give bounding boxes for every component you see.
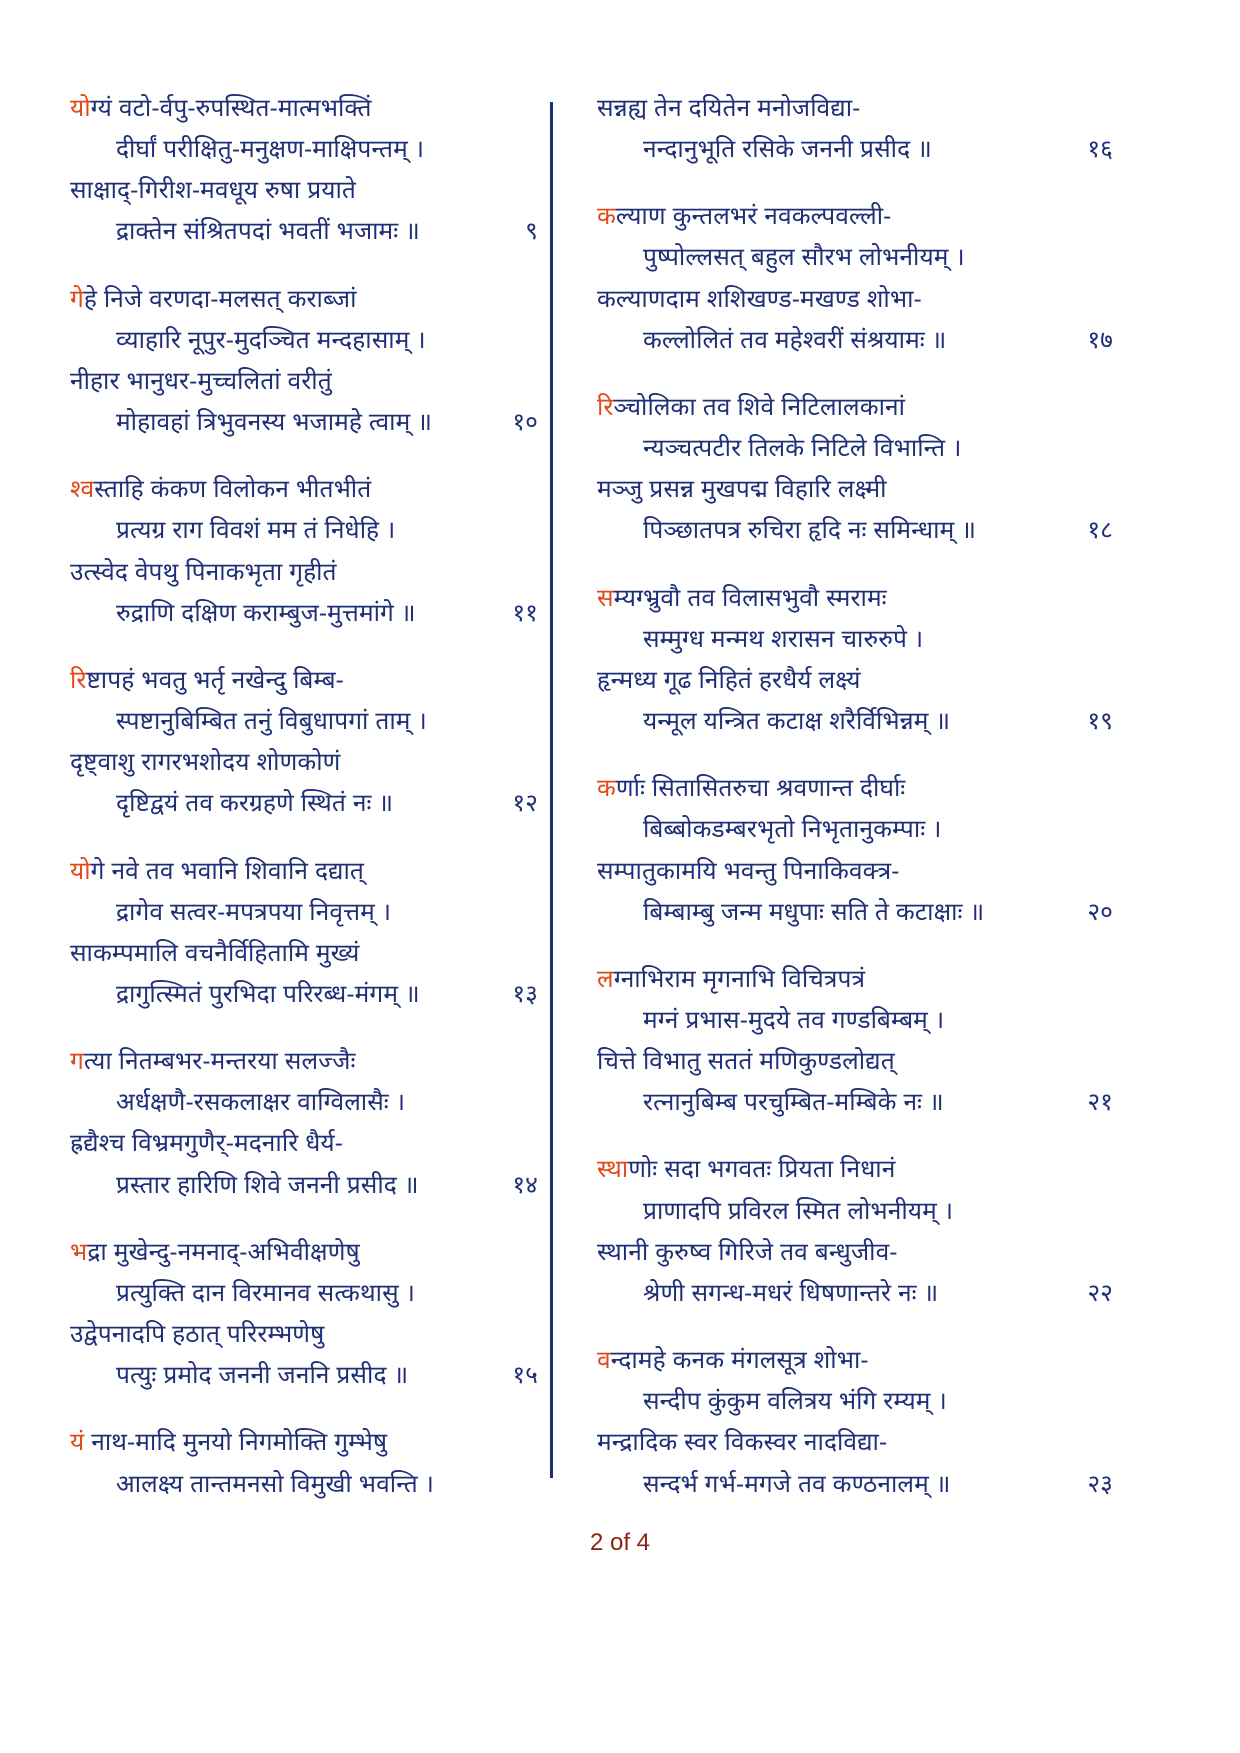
verse-line-text: दीर्घां परीक्षितु-मनुक्षण-माक्षिपन्तम् । — [116, 136, 425, 164]
verse-line — [70, 552, 542, 593]
verse-initial-syllable: क — [597, 775, 616, 803]
verse-block — [597, 1340, 1113, 1505]
verse-line — [70, 469, 542, 510]
verse-initial-syllable: श्व — [70, 476, 95, 504]
verse-line — [597, 1340, 1113, 1381]
verse-initial-syllable: यं — [70, 1429, 85, 1457]
verse-initial-syllable: क — [597, 203, 616, 231]
verse-block — [70, 660, 542, 825]
verse-line — [70, 1082, 542, 1123]
verse-line-text: साक्षाद्-गिरीश-मवधूय रुषा प्रयाते — [70, 177, 356, 205]
verse-line — [597, 1191, 1113, 1232]
verse-line — [597, 279, 1113, 320]
verse-line — [597, 809, 1113, 850]
verse-line-text: कल्लोलितं तव महेश्वरीं संश्रयामः ॥ — [643, 326, 947, 354]
verse-initial-syllable: ल — [597, 965, 614, 993]
verse-line — [70, 361, 542, 402]
verse-line-text: सन्दर्भ गर्भ-मगजे तव कण्ठनालम् ॥ — [643, 1470, 951, 1498]
verse-line — [597, 129, 1113, 170]
verse-line-text: उद्वेपनादपि हठात् परिरम्भणेषु — [70, 1321, 325, 1349]
verse-line-text: नन्दानुभूति रसिके जननी प्रसीद ॥ — [643, 136, 932, 164]
verse-line-text: रत्नानुबिम्ब परचुम्बित-मम्बिके नः ॥ — [643, 1089, 944, 1117]
verse-line-text: गे नवे तव भवानि शिवानि दद्यात् — [90, 857, 364, 885]
verse-initial-syllable: रि — [70, 666, 87, 694]
verse-number: २२ — [1087, 1279, 1113, 1307]
verse-line-text: ग्नाभिराम मृगनाभि विचित्रपत्रं — [613, 965, 866, 993]
verse-line — [70, 974, 542, 1015]
verse-line-text: बिम्बाम्बु जन्म मधुपाः सति ते कटाक्षाः ॥ — [643, 898, 985, 926]
verse-number: १९ — [1087, 708, 1113, 736]
verse-line-text: र्णाः सितासितरुचा श्रवणान्त दीर्घाः — [615, 775, 906, 803]
verse-block — [70, 851, 542, 1016]
verse-line — [70, 510, 542, 551]
verse-line-text: द्रागेव सत्वर-मपत्रपया निवृत्तम् । — [116, 898, 392, 926]
verse-line — [597, 701, 1113, 742]
verse-line — [70, 1314, 542, 1355]
verse-line — [597, 619, 1113, 660]
verse-number: १६ — [1087, 136, 1113, 164]
verse-line-text: व्याहारि नूपुर-मुदञ्चित मन्दहासाम् । — [116, 326, 426, 354]
verse-line-text: णोः सदा भगवतः प्रियता निधानं — [628, 1156, 896, 1184]
verse-number: ११ — [512, 599, 538, 627]
verse-line-text: दृष्टिद्वयं तव करग्रहणे स्थितं नः ॥ — [116, 790, 394, 818]
verse-block — [597, 88, 1113, 170]
verse-line-text: आलक्ष्य तान्तमनसो विमुखी भवन्ति । — [116, 1470, 435, 1498]
verse-line — [70, 1422, 542, 1463]
verse-line — [70, 593, 542, 634]
verse-line-text: म्यग्भ्रुवौ तव विलासभुवौ स्मरामः — [613, 584, 887, 612]
verse-line-text: हृन्मध्य गूढ निहितं हरधैर्य लक्ष्यं — [597, 666, 861, 694]
verse-initial-syllable: यो — [70, 95, 91, 122]
verse-line-text: नाथ-मादि मुनयो निगमोक्ति गुम्भेषु — [84, 1429, 388, 1457]
verse-line — [70, 1123, 542, 1164]
verse-line-text: रुद्राणि दक्षिण कराम्बुज-मुत्तमांगे ॥ — [116, 599, 416, 627]
verse-line — [597, 578, 1113, 619]
verse-line — [597, 1464, 1113, 1505]
verse-line-text: प्राणादपि प्रविरल स्मित लोभनीयम् । — [643, 1197, 954, 1225]
verse-line — [597, 959, 1113, 1000]
verse-line-text: यन्मूल यन्त्रित कटाक्ष शरैर्विभिन्नम् ॥ — [643, 708, 951, 736]
verse-line — [70, 1165, 542, 1206]
verse-line — [70, 211, 542, 252]
verse-line — [597, 1082, 1113, 1123]
verse-number: २० — [1087, 898, 1113, 926]
verse-line — [70, 933, 542, 974]
verse-line-text: स्पष्टानुबिम्बित तनुं विबुधापगां ताम् । — [116, 708, 427, 736]
verse-line — [597, 1041, 1113, 1082]
verse-line-text: सम्पातुकामयि भवन्तु पिनाकिवक्त्र- — [597, 857, 900, 885]
verse-line-text: साकम्पमालि वचनैर्विहितामि मुख्यं — [70, 939, 360, 967]
verse-line-text: चित्ते विभातु सततं मणिकुण्डलोद्यत् — [597, 1048, 895, 1076]
two-column-layout — [70, 88, 1170, 1508]
verse-line-text: ग्यं वटो-र्वपु-रुपस्थित-मात्मभक्तिं — [90, 95, 372, 122]
verse-line-text: स्थानी कुरुष्व गिरिजे तव बन्धुजीव- — [597, 1238, 898, 1266]
verse-line — [70, 892, 542, 933]
verse-line-text: त्या नितम्बभर-मन्तरया सलज्जैः — [83, 1048, 356, 1076]
verse-line-text: पिञ्छातपत्र रुचिरा हृदि नः समिन्धाम् ॥ — [643, 517, 977, 545]
verse-line-text: प्रत्युक्ति दान विरमानव सत्कथासु । — [116, 1279, 416, 1307]
verse-line-text: द्रा मुखेन्दु-नमनाद्-अभिवीक्षणेषु — [87, 1238, 360, 1266]
verse-line — [70, 742, 542, 783]
verse-initial-syllable: स्था — [597, 1156, 629, 1184]
verse-line — [70, 1273, 542, 1314]
verse-line-text: श्रेणी सगन्ध-मधरं धिषणान्तरे नः ॥ — [643, 1279, 939, 1307]
verse-line-text: ष्टापहं भवतु भर्तृ नखेन्दु बिम्ब- — [86, 666, 344, 694]
verse-line-text: दृष्ट्वाशु रागरभशोदय शोणकोणं — [70, 749, 341, 777]
verse-line-text: न्दामहे कनक मंगलसूत्र शोभा- — [610, 1347, 869, 1375]
verse-block — [597, 1149, 1113, 1314]
verse-block — [70, 469, 542, 634]
verse-line — [597, 892, 1113, 933]
verse-line — [70, 783, 542, 824]
verse-line — [70, 170, 542, 211]
verse-line — [597, 387, 1113, 428]
verse-initial-syllable: गे — [70, 285, 84, 313]
verse-block — [597, 768, 1113, 933]
verse-initial-syllable: भ — [70, 1238, 88, 1266]
verse-line — [70, 660, 542, 701]
verse-number: ९ — [525, 218, 538, 246]
verse-line — [70, 1041, 542, 1082]
verse-line — [597, 1381, 1113, 1422]
verse-line-text: पत्युः प्रमोद जननी जननि प्रसीद ॥ — [116, 1362, 409, 1390]
verse-block — [70, 1232, 542, 1397]
verse-line — [597, 237, 1113, 278]
verse-line — [597, 320, 1113, 361]
verse-line-text: द्रागुत्स्मितं पुरभिदा परिरब्ध-मंगम् ॥ — [116, 980, 420, 1008]
verse-line — [597, 510, 1113, 551]
verse-line-text: उत्स्वेद वेपथु पिनाकभृता गृहीतं — [70, 558, 337, 586]
page-footer: 2 of 4 — [589, 1529, 651, 1556]
verse-block — [597, 959, 1113, 1124]
verse-block — [597, 578, 1113, 743]
verse-block — [70, 88, 542, 253]
verse-line — [70, 279, 542, 320]
verse-line — [597, 1149, 1113, 1190]
verse-line-text: बिब्बोकडम्बरभृतो निभृतानुकम्पाः । — [643, 816, 942, 844]
verse-line-text: स्ताहि कंकण विलोकन भीतभीतं — [94, 476, 372, 504]
right-column — [553, 88, 1113, 1505]
verse-number: १३ — [512, 980, 538, 1008]
verse-line-text: पुष्पोल्लसत् बहुल सौरभ लोभनीयम् । — [643, 244, 965, 272]
verse-line — [70, 129, 542, 170]
verse-line-text: ह्रद्यैश्च विभ्रमगुणैर्-मदनारि धैर्य- — [70, 1130, 343, 1158]
verse-line-text: ञ्चोलिका तव शिवे निटिलालकानां — [613, 393, 906, 421]
verse-block — [597, 387, 1113, 552]
verse-line — [70, 320, 542, 361]
verse-number: १२ — [512, 790, 538, 818]
verse-block — [70, 279, 542, 444]
verse-line — [597, 660, 1113, 701]
verse-line — [597, 851, 1113, 892]
verse-number: १४ — [512, 1171, 538, 1199]
verse-line — [597, 428, 1113, 469]
verse-line-text: ल्याण कुन्तलभरं नवकल्पवल्ली- — [615, 203, 892, 231]
verse-line — [70, 851, 542, 892]
verse-line-text: प्रस्तार हारिणि शिवे जननी प्रसीद ॥ — [116, 1171, 419, 1199]
verse-initial-syllable: यो — [70, 857, 91, 885]
verse-line — [597, 196, 1113, 237]
verse-line-text: न्यञ्चत्पटीर तिलके निटिले विभान्ति । — [643, 435, 962, 463]
verse-number: १० — [512, 409, 538, 437]
verse-line-text: द्राक्तेन संश्रितपदां भवतीं भजामः ॥ — [116, 218, 420, 246]
verse-line — [597, 1000, 1113, 1041]
verse-initial-syllable: स — [597, 584, 614, 612]
verse-line-text: सन्नह्य तेन दयितेन मनोजविद्या- — [597, 95, 861, 122]
verse-line — [70, 701, 542, 742]
verse-block — [70, 1041, 542, 1206]
verse-line-text: प्रत्यग्र राग विवशं मम तं निधेहि । — [116, 517, 396, 545]
verse-line-text: नीहार भानुधर-मुच्चलितां वरीतुं — [70, 367, 332, 395]
verse-line — [597, 1273, 1113, 1314]
verse-block — [597, 196, 1113, 361]
verse-line-text: हे निजे वरणदा-मलसत् कराब्जां — [83, 285, 357, 313]
verse-line-text: अर्धक्षणै-रसकलाक्षर वाग्विलासैः । — [116, 1089, 406, 1117]
verse-line — [70, 402, 542, 443]
verse-line — [70, 1464, 542, 1505]
verse-number: १८ — [1087, 517, 1113, 545]
verse-block — [70, 1422, 542, 1504]
verse-line — [70, 1232, 542, 1273]
verse-initial-syllable: रि — [597, 393, 614, 421]
verse-line-text: मञ्जु प्रसन्न मुखपद्म विहारि लक्ष्मी — [597, 476, 887, 504]
verse-line — [597, 469, 1113, 510]
verse-number: २१ — [1087, 1089, 1113, 1117]
verse-line-text: मग्नं प्रभास-मुदये तव गण्डबिम्बम् । — [643, 1006, 945, 1034]
verse-line-text: सम्मुग्ध मन्मथ शरासन चारुरुपे । — [643, 625, 924, 653]
verse-initial-syllable: ग — [70, 1048, 84, 1076]
verse-initial-syllable: व — [597, 1347, 611, 1375]
verse-line-text: मोहावहां त्रिभुवनस्य भजामहे त्वाम् ॥ — [116, 409, 433, 437]
verse-line-text: सन्दीप कुंकुम वलित्रय भंगि रम्यम् । — [643, 1388, 947, 1416]
verse-line — [597, 1232, 1113, 1273]
verse-line-text: मन्द्रादिक स्वर विकस्वर नादविद्या- — [597, 1429, 888, 1457]
verse-line — [70, 1355, 542, 1396]
verse-number: १७ — [1087, 326, 1113, 354]
verse-number: २३ — [1087, 1470, 1113, 1498]
verse-line — [597, 768, 1113, 809]
left-column — [70, 88, 550, 1505]
verse-line — [597, 88, 1113, 129]
verse-line — [597, 1422, 1113, 1463]
verse-line — [70, 88, 542, 129]
verse-line-text: कल्याणदाम शशिखण्ड-मखण्ड शोभा- — [597, 285, 922, 313]
verse-number: १५ — [512, 1362, 538, 1390]
